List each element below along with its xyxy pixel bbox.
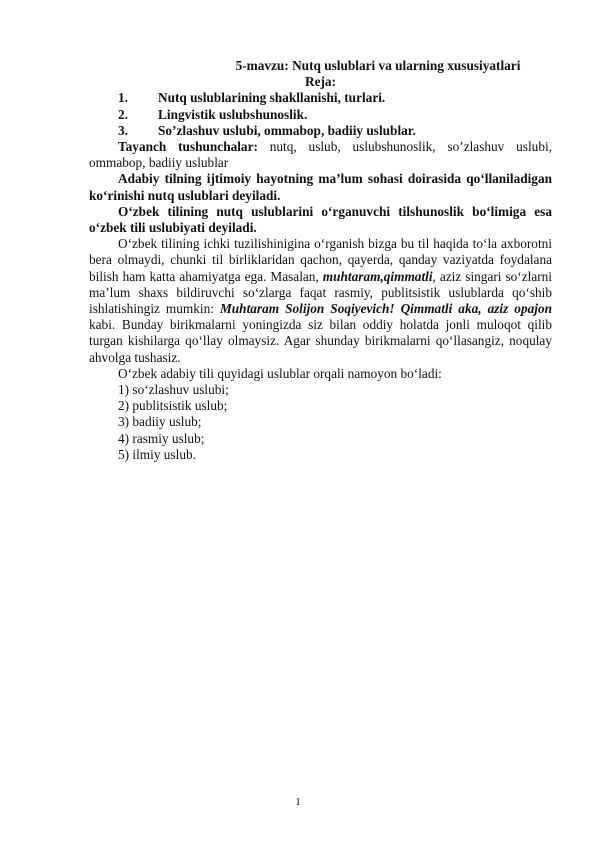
plan-item-number: 2. — [118, 106, 128, 122]
plan-item-text: Lingvistik uslubshunoslik. — [158, 106, 308, 122]
styles-intro: O‘zbek adabiy tili quyidagi uslublar orqali namoyon bo‘ladi: — [118, 365, 442, 381]
style-list-item: 2) publitsistik uslub; — [118, 398, 228, 414]
lecture-title: 5-mavzu: Nutq uslublari va ularning xususiyatlari — [235, 58, 521, 73]
plan-item-number: 3. — [118, 122, 128, 138]
style-list-item: 3) badiiy uslub; — [118, 414, 202, 430]
style-list-item: 5) ilmiy uslub. — [118, 446, 196, 462]
body-text: O‘zbek tilining ichki tuzilishinigina o‘rganish bizga bu til haqida to‘la axborotni bera olmaydi, chunki til birliklaridan qachon, qayerda, qanday vaziyatda foydalana bilish ham katta ahamiyatga ega. Masalan, — [89, 236, 552, 284]
plan-item-text: So’zlashuv uslubi, ommabop, badiiy uslublar. — [158, 122, 416, 138]
style-list-item: 1) so‘zlashuv uslubi; — [118, 382, 229, 398]
body-paragraph — [89, 236, 552, 366]
definition-uslubiyat: O‘zbek tilining nutq uslublarini o‘rganuvchi tilshunoslik bo‘limiga esa o‘zbek tili uslubiyati deyiladi. — [89, 203, 552, 236]
key-terms-paragraph — [89, 139, 552, 171]
style-list-item: 4) rasmiy uslub; — [118, 430, 205, 446]
body-text: kabi. Bunday birikmalarni yoningizda siz bilan oddiy holatda jonli muloqot qilib turgan kishilarga qo‘llay olmaysiz. Agar shunday birikmalarni qo‘llasangiz, noqulay ahvolga tushasiz. — [89, 317, 552, 365]
page-number: 1 — [295, 796, 301, 808]
plan-item-text: Nutq uslublarining shakllanishi, turlari. — [158, 90, 386, 106]
plan-heading: Reja: — [304, 74, 336, 90]
key-terms-text: nutq, uslub, uslubshunoslik, so’zlashuv uslubi, ommabop, badiiy uslublar — [89, 139, 552, 171]
document-page — [89, 58, 552, 463]
emphasis-text: Muhtaram Solijon Soqiyevich! Qimmatli aka, aziz opajon — [219, 301, 552, 317]
definition-nutq-uslublari: Adabiy tilning ijtimoiy hayotning ma’lum sohasi doirasida qo‘llaniladigan ko‘rinishi nutq uslublari deyiladi. — [89, 171, 552, 203]
emphasis-text: muhtaram,qimmatli — [322, 268, 433, 284]
key-terms-label: Tayanch tushunchalar: — [118, 139, 258, 155]
plan-item-number: 1. — [118, 90, 128, 106]
body-text: , aziz singari so‘zlarni ma’lum shaxs bildiruvchi so‘zlarga faqat rasmiy, publitsistik uslublarda qo‘shib ishlatishingiz mumkin: — [89, 268, 552, 317]
plan-item — [89, 123, 552, 139]
plan-item — [89, 90, 552, 106]
plan-item — [89, 107, 552, 123]
